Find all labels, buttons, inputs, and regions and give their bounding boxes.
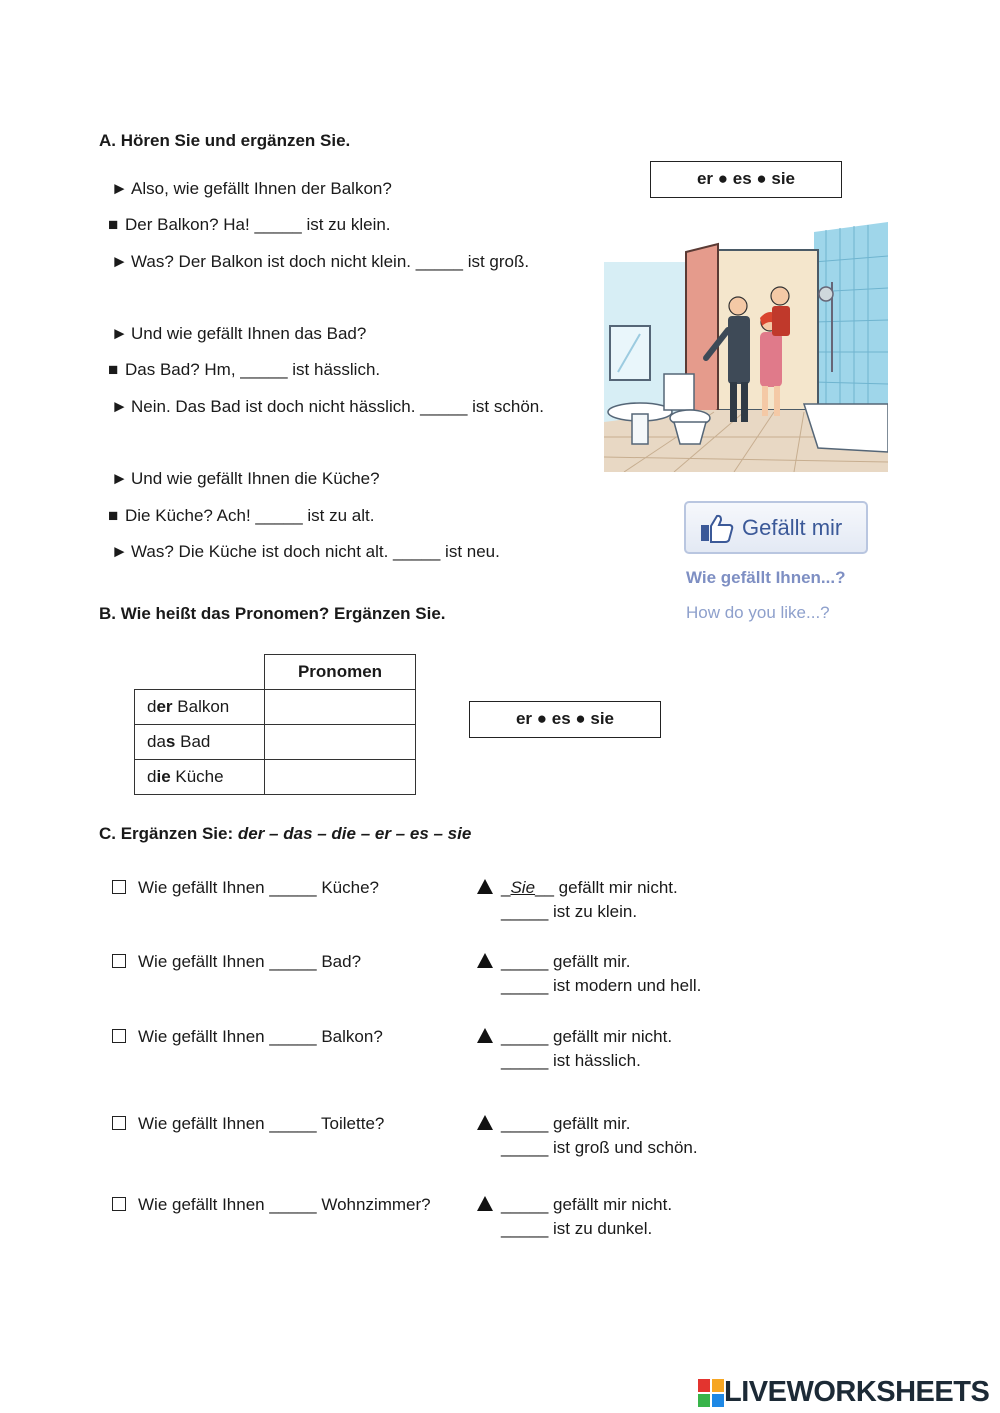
checkbox-icon (112, 1029, 126, 1043)
arrow-icon: ► (111, 324, 128, 343)
dialogue-2-line-2 (108, 360, 380, 380)
table-cell-noun: das Bad (135, 725, 265, 760)
bathroom-illustration (604, 222, 888, 472)
dialogue-3-line-1 (111, 469, 380, 489)
example-answer: Sie (510, 878, 536, 897)
dialogue-text: Und wie gefällt Ihnen das Bad? (131, 324, 367, 343)
thumbs-up-icon (700, 513, 734, 543)
triangle-icon (477, 1028, 493, 1043)
triangle-icon (477, 1115, 493, 1130)
section-a-heading: A. Hören Sie und ergänzen Sie. (99, 131, 351, 150)
exercise-answer-5: _____ gefällt mir nicht. (477, 1195, 672, 1215)
arrow-icon: ► (111, 252, 128, 271)
triangle-icon (477, 953, 493, 968)
exercise-answer-2b: _____ ist modern und hell. (501, 976, 702, 995)
dialogue-1-line-3 (111, 252, 529, 272)
dialogue-text: Also, wie gefällt Ihnen der Balkon? (131, 179, 392, 198)
checkbox-icon (112, 1197, 126, 1211)
dialogue-text: Nein. Das Bad ist doch nicht hässlich. _____ ist schön. (131, 397, 544, 416)
section-b-heading: B. Wie heißt das Pronomen? Ergänzen Sie. (99, 604, 446, 623)
like-caption-english: How do you like...? (686, 603, 830, 622)
dialogue-text: Die Küche? Ach! _____ ist zu alt. (125, 506, 375, 525)
square-icon: ■ (108, 360, 119, 379)
arrow-icon: ► (111, 469, 128, 488)
checkbox-icon (112, 1116, 126, 1130)
arrow-icon: ► (111, 397, 128, 416)
exercise-answer-3b: _____ ist hässlich. (501, 1051, 641, 1070)
table-header-pronomen: Pronomen (265, 655, 416, 690)
table-cell-answer[interactable] (265, 690, 416, 725)
liveworksheets-logo (698, 1376, 989, 1409)
exercise-answer-1: _Sie__ gefällt mir nicht. (477, 878, 678, 898)
section-b-word-box: er ● es ● sie (469, 701, 661, 738)
table-cell-noun: die Küche (135, 760, 265, 795)
square-icon: ■ (108, 215, 119, 234)
dialogue-text: Der Balkon? Ha! _____ ist zu klein. (125, 215, 391, 234)
table-row (135, 725, 416, 760)
liveworksheets-logo-icon (698, 1379, 724, 1407)
dialogue-1-line-2 (108, 215, 391, 235)
exercise-answer-4b: _____ ist groß und schön. (501, 1138, 698, 1157)
liveworksheets-brand-text: LIVEWORKSHEETS (724, 1376, 990, 1408)
exercise-question-2: Wie gefällt Ihnen _____ Bad? (112, 952, 361, 972)
like-caption-german: Wie gefällt Ihnen...? (686, 568, 846, 587)
table-cell-answer[interactable] (265, 725, 416, 760)
section-c-heading: C. Ergänzen Sie: der – das – die – er – es – sie (99, 824, 472, 843)
exercise-answer-2: _____ gefällt mir. (477, 952, 630, 972)
table-cell-noun: der Balkon (135, 690, 265, 725)
dialogue-text: Und wie gefällt Ihnen die Küche? (131, 469, 380, 488)
checkbox-icon (112, 954, 126, 968)
table-row (135, 690, 416, 725)
exercise-answer-4: _____ gefällt mir. (477, 1114, 630, 1134)
dialogue-text: Was? Der Balkon ist doch nicht klein. _____ ist groß. (131, 252, 530, 271)
like-button[interactable] (684, 501, 868, 554)
dialogue-1-line-1 (111, 179, 392, 199)
exercise-answer-3: _____ gefällt mir nicht. (477, 1027, 672, 1047)
exercise-question-3: Wie gefällt Ihnen _____ Balkon? (112, 1027, 383, 1047)
table-cell-answer[interactable] (265, 760, 416, 795)
checkbox-icon (112, 880, 126, 894)
dialogue-3-line-3 (111, 542, 500, 562)
dialogue-2-line-3 (111, 397, 544, 417)
exercise-question-1: Wie gefällt Ihnen _____ Küche? (112, 878, 379, 898)
section-c-word-list: der – das – die – er – es – sie (237, 824, 472, 843)
dialogue-text: Das Bad? Hm, _____ ist hässlich. (125, 360, 381, 379)
triangle-icon (477, 1196, 493, 1211)
square-icon: ■ (108, 506, 119, 525)
section-a-word-box: er ● es ● sie (650, 161, 842, 198)
like-button-label: Gefällt mir (742, 514, 843, 540)
pronoun-table (134, 654, 416, 795)
table-row (135, 760, 416, 795)
exercise-answer-1b: _____ ist zu klein. (501, 902, 638, 921)
triangle-icon (477, 879, 493, 894)
dialogue-3-line-2 (108, 506, 375, 526)
dialogue-text: Was? Die Küche ist doch nicht alt. _____ ist neu. (131, 542, 500, 561)
exercise-question-4: Wie gefällt Ihnen _____ Toilette? (112, 1114, 384, 1134)
exercise-answer-5b: _____ ist zu dunkel. (501, 1219, 653, 1238)
dialogue-2-line-1 (111, 324, 366, 344)
exercise-question-5: Wie gefällt Ihnen _____ Wohnzimmer? (112, 1195, 431, 1215)
arrow-icon: ► (111, 179, 128, 198)
arrow-icon: ► (111, 542, 128, 561)
table-corner (135, 655, 265, 690)
